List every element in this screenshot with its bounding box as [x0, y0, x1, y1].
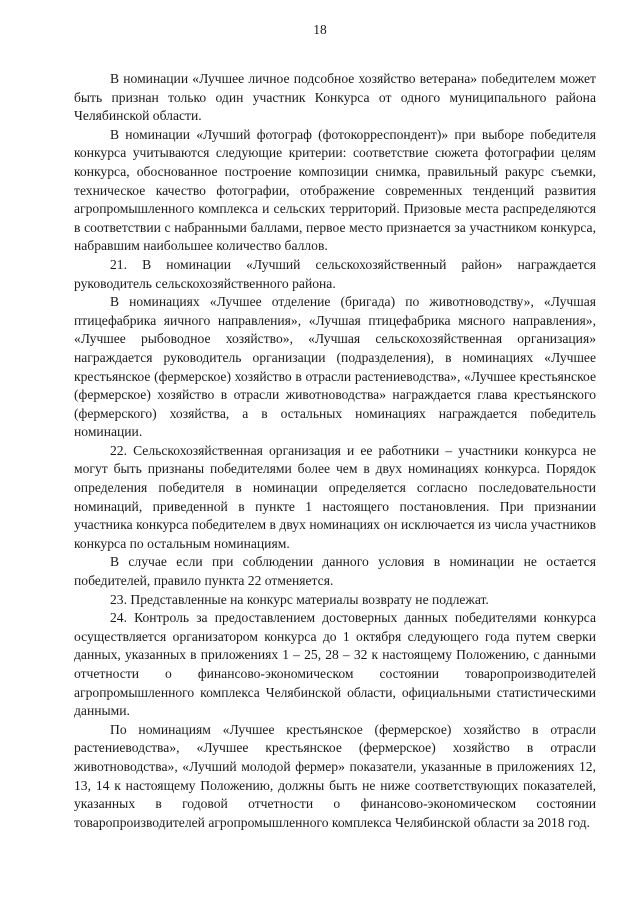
paragraph-item-23: 23. Представленные на конкурс материалы возврату не подлежат.: [110, 591, 489, 607]
paragraph-farmer-indicators: По номинациям «Лучшее крестьянское (фермерское) хозяйство в отрасли растениеводства», «Лучшее крестьянское (фермерское) хозяйство в отрасли животноводства», «Лучший молодой фермер» показатели, указанные в приложениях 12, 13, 14 к настоящему Положению, должны быть не ниже соответствующих показателей, указанных в годовой отчетности о финансово-экономическом состоянии товаропроизводителей агропромышленного комплекса Челябинской области за 2018 год.: [74, 721, 596, 830]
paragraph-photographer-criteria: В номинации «Лучший фотограф (фотокорреспондент)» при выборе победителя конкурса учитываются следующие критерии: соответствие сюжета фотографии целям конкурса, обоснованное построение композиции снимка, правильный ракурс съемки, техническое качество фотографии, отображение современных тенденций развития агропромышленного комплекса и сельских территорий. Призовые места распределяются в соответствии с набранными баллами, первое место признается за участником конкурса, набравшим наибольшее количество баллов.: [74, 126, 596, 254]
paragraph-item-21: 21. В номинации «Лучший сельскохозяйственный район» награждается руководитель сельскохозяйственного района.: [74, 256, 596, 291]
document-body: [74, 70, 596, 832]
paragraph-veteran-household: В номинации «Лучшее личное подсобное хозяйство ветерана» победителем может быть признан только один участник Конкурса от одного муниципального района Челябинской области.: [74, 71, 596, 124]
page-number: 18: [313, 22, 327, 37]
paragraph-award-recipients: В номинациях «Лучшее отделение (бригада) по животноводству», «Лучшая птицефабрика яичного направления», «Лучшая птицефабрика мясного направления», «Лучшее рыбоводное хозяйство», «Лучшая сельскохозяйственная организация» награждается руководитель организации (подразделения), в номинациях «Лучшее крестьянское (фермерское) хозяйство в отрасли растениеводства», «Лучшее крестьянское (фермерское) хозяйство в отрасли животноводства» награждается глава крестьянского (фермерского) хозяйства, а в остальных номинациях награждается победитель номинации.: [74, 294, 596, 440]
paragraph-item-24: 24. Контроль за предоставлением достоверных данных победителями конкурса осуществляется организатором конкурса до 1 октября следующего года путем сверки данных, указанных в приложениях 1 – 25, 28 – 32 к настоящему Положению, с данными отчетности о финансово-экономическом состоянии товаропроизводителей агропромышленного комплекса Челябинской области, официальными статистическими данными.: [74, 610, 596, 719]
paragraph-item-22-exception: В случае если при соблюдении данного условия в номинации не остается победителей, правило пункта 22 отменяется.: [74, 554, 596, 589]
paragraph-item-22: 22. Сельскохозяйственная организация и ее работники – участники конкурса не могут быть признаны победителями более чем в двух номинациях конкурса. Порядок определения победителя в номинации определяется согласно последовательности номинаций, приведенной в пункте 1 настоящего постановления. При признании участника конкурса победителем в двух номинациях он исключается из числа участников конкурса по остальным номинациям.: [74, 442, 596, 551]
